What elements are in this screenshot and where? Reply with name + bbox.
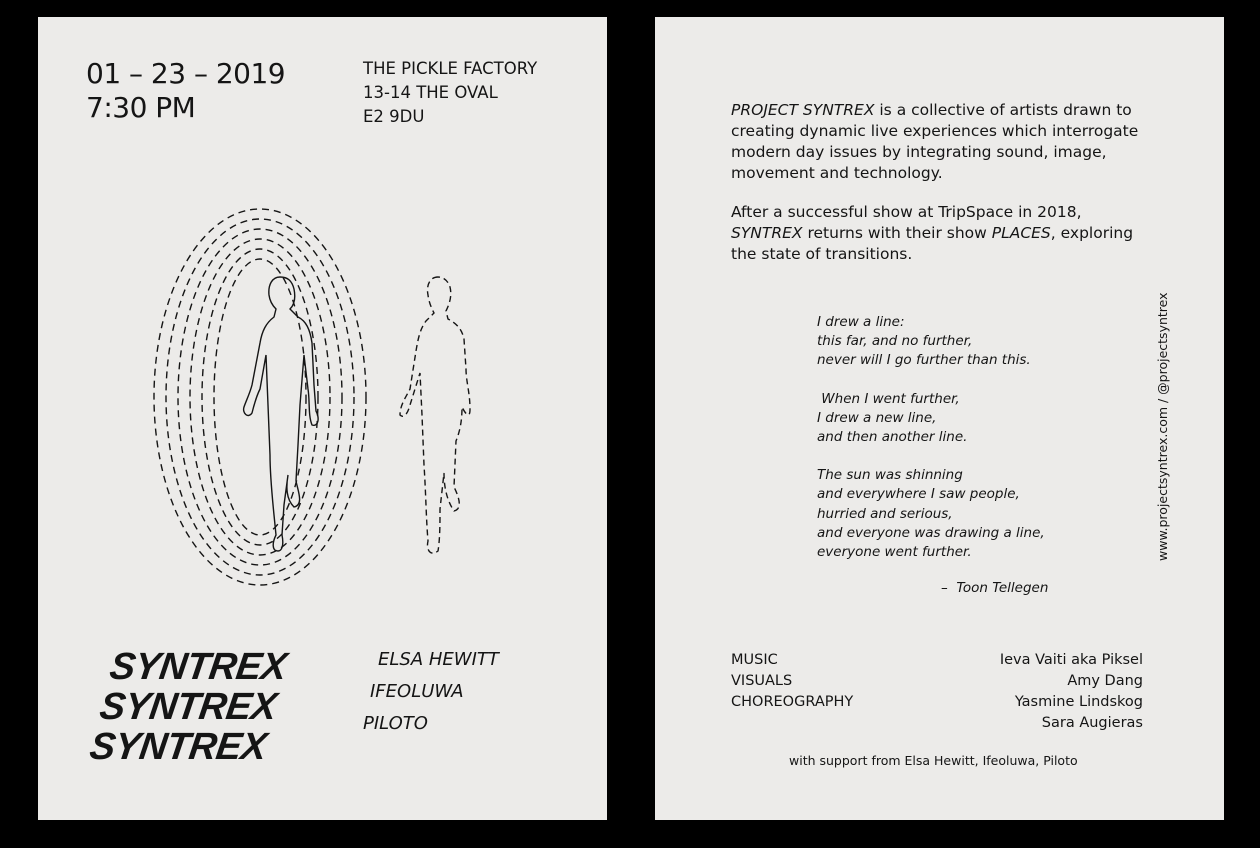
role-music: MUSIC xyxy=(731,652,778,668)
intro-paragraph-1 xyxy=(731,100,1161,184)
website-handle: www.projectsyntrex.com / @projectsyntrex xyxy=(1155,292,1170,561)
credit-names xyxy=(1000,650,1143,734)
credit-name: Amy Dang xyxy=(1067,673,1143,689)
intro-p2-b: returns with their show xyxy=(802,224,992,242)
credit-roles xyxy=(731,650,853,713)
poem-stanza-2 xyxy=(817,390,1045,448)
poem-line: and everywhere I saw people, xyxy=(817,486,1020,503)
poem-line: I drew a line: xyxy=(817,314,905,330)
venue-line-2: 13-14 THE OVAL xyxy=(363,83,498,102)
intro-paragraph-2 xyxy=(731,202,1161,265)
poem-stanza-1 xyxy=(817,313,1045,371)
credit-name: Yasmine Lindskog xyxy=(1014,694,1143,710)
title-syntrex-3: SYNTREX xyxy=(87,726,269,768)
dashed-oval-rings xyxy=(154,209,366,585)
venue-line-3: E2 9DU xyxy=(363,107,425,126)
walking-figure-illustration xyxy=(148,205,488,600)
poem-line: never will I go further than this. xyxy=(817,352,1031,369)
poem-line: hurried and serious, xyxy=(817,505,953,522)
back-poster xyxy=(655,17,1224,820)
poem-author: – Toon Tellegen xyxy=(941,580,1049,596)
poem-line: The sun was shinning xyxy=(817,467,963,484)
poem-line: and then another line. xyxy=(817,429,968,446)
project-name: PROJECT SYNTREX xyxy=(731,101,875,119)
artist-1: ELSA HEWITT xyxy=(378,649,499,670)
front-poster xyxy=(38,17,607,820)
artist-2: IFEOLUWA xyxy=(370,681,464,702)
venue-line-1: THE PICKLE FACTORY xyxy=(363,59,538,78)
intro-p1-text: is a collective of artists drawn to creating dynamic live experiences which interrogate modern day issues by integrating sound, image, movement and technology. xyxy=(731,101,1139,182)
event-date: 01 – 23 – 2019 xyxy=(86,57,286,90)
poem-line: I drew a new line, xyxy=(817,409,937,426)
intro-p2-places: PLACES xyxy=(991,224,1051,242)
intro-p2-syntrex: SYNTREX xyxy=(731,224,803,242)
role-choreography: CHOREOGRAPHY xyxy=(731,694,854,710)
artist-3: PILOTO xyxy=(363,713,428,734)
support-credit: with support from Elsa Hewitt, Ifeoluwa, Piloto xyxy=(789,753,1078,768)
credit-name: Sara Augieras xyxy=(1041,715,1143,731)
intro-p2-a: After a successful show at TripSpace in 2018, xyxy=(731,203,1082,221)
role-visuals: VISUALS xyxy=(731,673,793,689)
venue-address xyxy=(363,57,537,129)
solid-figure-outline xyxy=(244,277,318,551)
poem-line: this far, and no further, xyxy=(817,333,973,350)
website-vertical xyxy=(1151,275,1171,565)
credit-name: Ieva Vaiti aka Piksel xyxy=(999,652,1143,668)
poem-stanza-3 xyxy=(817,466,1045,562)
event-datetime xyxy=(86,57,285,125)
title-syntrex-1: SYNTREX xyxy=(107,646,289,688)
dashed-figure-outline xyxy=(400,277,470,553)
poem xyxy=(817,313,1045,581)
poem-line: When I went further, xyxy=(817,390,960,407)
intro-p2-c: , exploring the state of transitions. xyxy=(731,224,1134,263)
event-time: 7:30 PM xyxy=(86,91,196,124)
poem-line: and everyone was drawing a line, xyxy=(817,524,1045,541)
title-syntrex-2: SYNTREX xyxy=(97,686,279,728)
intro-text xyxy=(731,100,1161,283)
poem-line: everyone went further. xyxy=(817,544,972,561)
